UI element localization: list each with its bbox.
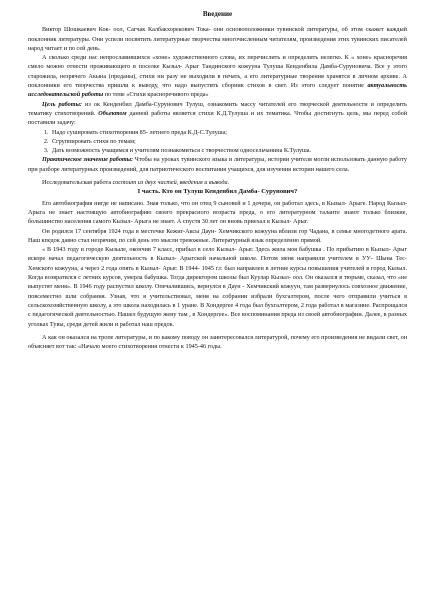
intro-paragraph-1: Виктор Шошкаевич Кок- оол, Сагчак Калбакхорекович Тока- они основоположники тувинской литературы, об этом скажет каждый поклонник литературы. Они успели посвятить литературные творчества многочисленным читателям, произведения этих тувинских писателей народ читает и по сей день. [28, 26, 407, 52]
task-item: 2. Сгруппировать стихи по темам; [50, 137, 407, 146]
task-item: 3. Дать возможность учащимся и учителям познакомиться с творчеством односельчанина К.Тулуша. [50, 146, 407, 155]
practical-text: Чтобы на уроках тувинского языка и литературы, истории учителя могли использовать данную работу при разборе литературных произведений, для патриотического воспитания учащихся, для изучения истории нашего села. [28, 156, 407, 173]
intro-paragraph-2 [28, 53, 407, 99]
practical-label: Практическое значение работы: [42, 156, 134, 164]
goal-text: из ок Кенденбил Дамба-Сурунович Тулуш, ознакомить массу читателей его творческой деятельности и определить тематику стихотворений. [28, 100, 407, 117]
page-title: Введение [202, 10, 233, 18]
structure-italic: состоит из двух частей, введения и вывода. [112, 179, 230, 187]
part1-paragraph-1: Его автобиография нигде не написано. Зная только, что он отец 9 сыновей и 1 дочери, он работал здесь, в Кызыл- Арыге. Народ Кызыл- Арыга не знает настоящую автобиографию своего прекрасного возраста преда, о его литературном таланте знают только близкие, большинство населения самого Кызыл- Арыга не знает. А спустя 30 лет он вновь приехал в Кызыл- Арыг. [28, 199, 407, 226]
intro-paragraph-2-text: А сколько среди нас непрославившихся «хоне» художественного слова, их перечислить и определить нелегко. К « хоне» красноречия смело можно отнести проживающего в поселке Кызыл- Арыг Тандинского кожууна Тулуша Кенденбила Дамба-Суруновича. Все у этого старожила, незрячего Акына (преданы), стихи ни разу не выходили в печать, а его литературные творения хранятся в личном архиве. А поклонники его творчества пришли к выводу, что надо выпустить сборник стихов в свет. Из этого следует понятие [28, 54, 407, 90]
task-item: 1. Надо сушировать стихотворения 85- летнего преда К.Д-С.Тулуша; [50, 128, 407, 137]
relevance-text: по теме «Стихи красноречивого преда» [104, 91, 209, 99]
part1-paragraph-3: « В 1943 году в городе Кызыле, окончив 7 класс, прибыл в село Кызыл- Арыг. Здесь жила моя бабушка . По прибытию в Кызыл- Арыг вскоре начал педагогическую деятельность в Кызыл- Арыгской начальной школе. Потом меня направили учителем в УУ- Шына Тес- Хемского кожууна, а через 2 года опять в Кызыл- Арыг. В 1944- 1945 г.г. был направлен в летние курсы повышения учителей в город Кызыл. Когда возвратился с летних курсов, умерла бабушка. Тогда директором школы был Куулар Кызыл- оол. Он оказался в тюрьме, сказал, что «не выпустят меня». В 1946 году распустил школу. Опечалившись, вернулся в Даун - Хемчикский кожуун, там развернулось совхозное движение, повсеместно шли собрания. Узнав, что я учительствовал, меня на собрании избрали бухгалтером, после чего отправили учиться в сельскохозяйственную школу, а это школа находилась в 1 уране. В Хондергее 4 года был бухгалтером, 2 года работал в магазине. Распрощался с педагогической деятельностью. Нашел будущую жену там , в Хондергее». Все воспоминания преда из своей автобиографии. Далее, в разных уголках Тувы, среди детей жили и работал наш предок. [28, 246, 407, 328]
practical-paragraph [28, 155, 407, 174]
part1-paragraph-2: Он родился 17 сентября 1924 года в местечке Кежиг-Аксы Даун- Хемчикского кожууна вблизи гор Чадана, в семье многодетного арата. Наш кпедок давно стал незрячим, по сей день это мысли тревожные. Литературный язык определенно прямой. [28, 227, 407, 244]
structure-paragraph [28, 178, 407, 187]
section-heading: I часть. Кто он Тулуш Кенденбил Дамба- Сурунович? [137, 188, 298, 196]
structure-lead: Исследовательская работа [42, 179, 112, 187]
goal-label: Цель работы: [42, 100, 82, 108]
relevance-label: актуальность исследовательской работы [28, 82, 408, 99]
task-list [28, 128, 407, 156]
object-text: данной работы является стихи К.Д.Тулуша и их тематика. Чтобы достигнуть цель, мы перед собой поставили задачу: [28, 109, 408, 127]
part1-paragraph-4: А как он оказался на тропе литературы, и по какому поводу он заинтересовался литературой, почему его произведения не видали свет, он объясняет вот так: «Начало моего стихотворения отнести к 1945-46 годы. [28, 333, 407, 351]
goal-paragraph [28, 100, 407, 128]
object-label: Объектом [98, 109, 127, 117]
